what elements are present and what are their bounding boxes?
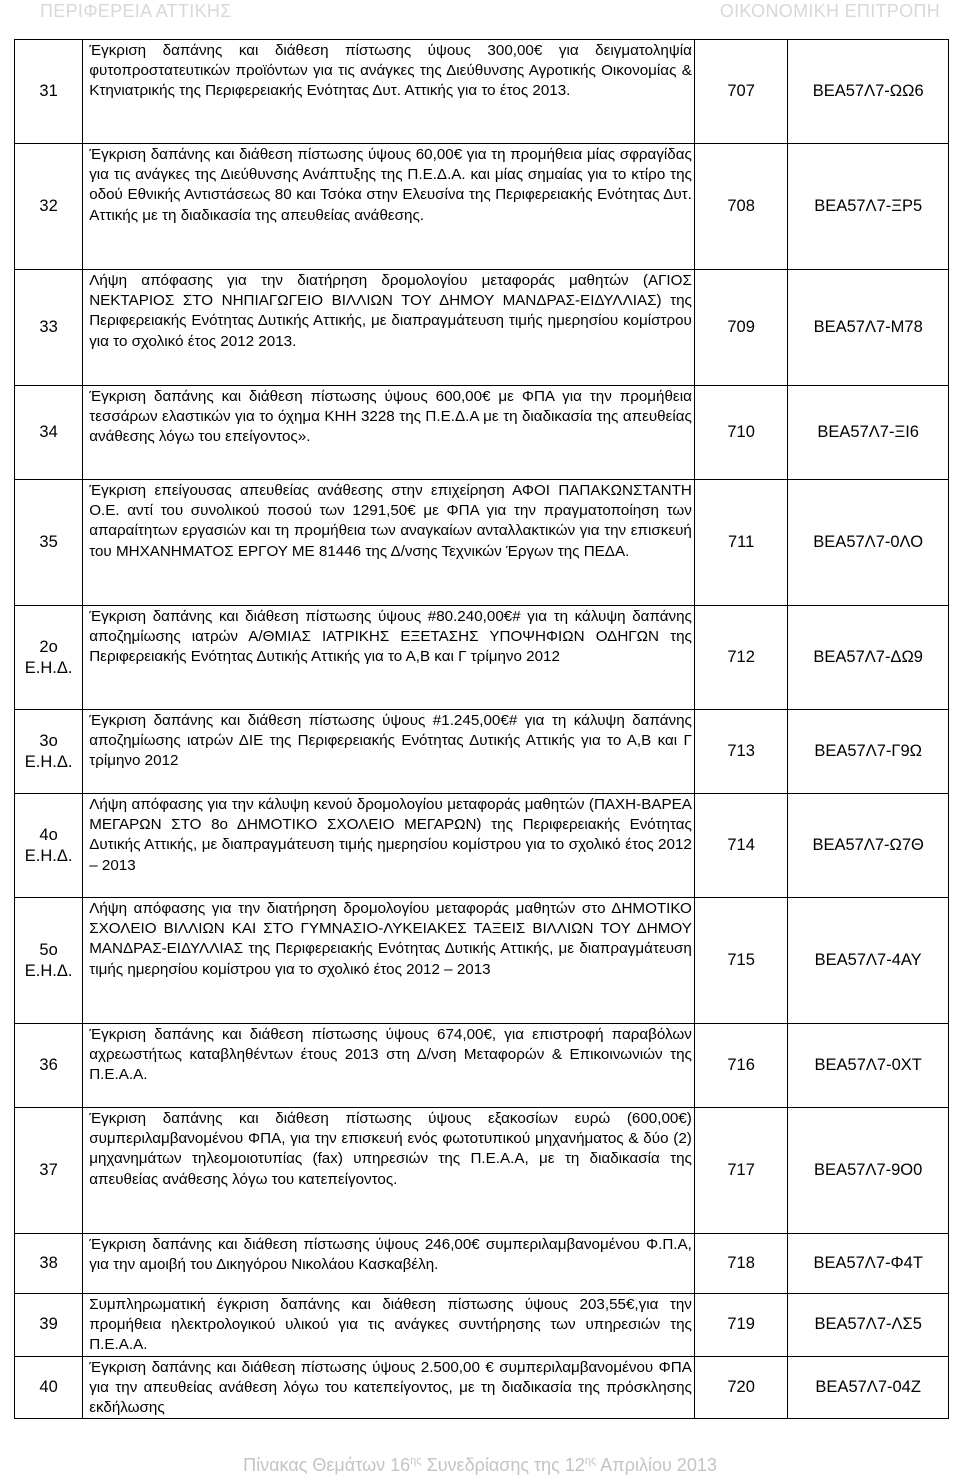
agenda-table [14,39,949,1419]
row-protocol-cell: 718 [694,1234,788,1294]
row-protocol-cell: 713 [694,710,788,794]
footer-superscript-1: ης [410,1455,422,1467]
table-row [15,1234,949,1294]
row-protocol-cell: 709 [694,270,788,386]
row-ada-cell: ΒΕΑ57Λ7-Ω7Θ [788,794,949,898]
row-description-cell: Έγκριση δαπάνης και διάθεση πίστωσης ύψους 674,00€, για επιστροφή παραβόλων αχρεωστήτως καταβληθέντων έτους 2013 στη Δ/νση Μεταφορών & Επικοινωνιών της Π.Ε.Α.Α. [83,1024,695,1108]
row-protocol-cell: 716 [694,1024,788,1108]
row-protocol-cell: 714 [694,794,788,898]
row-description-cell: Λήψη απόφασης για την διατήρηση δρομολογίου μεταφοράς μαθητών στο ΔΗΜΟΤΙΚΟ ΣΧΟΛΕΙΟ ΒΙΛΛΙΩΝ ΚΑΙ ΣΤΟ ΓΥΜΝΑΣΙΟ-ΛΥΚΕΙΑΚΕΣ ΤΑΞΕΙΣ ΒΙΛΛΙΩΝ ΤΟΥ ΔΗΜΟΥ ΜΑΝΔΡΑΣ-ΕΙΔΥΛΛΙΑΣ της Περιφερειακής Ενότητας Δυτικής Αττικής, με διαπραγμάτευση τιμής ημερησίου κομίστρου για το σχολικό έτος 2012 – 2013 [83,898,695,1024]
row-ada-cell: ΒΕΑ57Λ7-04Ζ [788,1356,949,1419]
table-row [15,1356,949,1419]
table-row [15,606,949,710]
row-number-cell: 35 [15,480,83,606]
row-description-cell: Έγκριση επείγουσας απευθείας ανάθεσης στην επιχείρηση ΑΦΟΙ ΠΑΠΑΚΩΝΣΤΑΝΤΗ Ο.Ε. αντί του συνολικού ποσού των 1291,50€ με ΦΠΑ για την πραγματοποίηση των απαραίτητων εργασιών και τη προμήθεια των αναγκαίων ανταλλακτικών για την επισκευή του ΜΗΧΑΝΗΜΑΤΟΣ ΕΡΓΟΥ ΜΕ 81446 της Δ/νσης Τεχνικών Έργων της ΠΕΔΑ. [83,480,695,606]
row-number-cell: 4ο Ε.Η.Δ. [15,794,83,898]
row-number-cell: 36 [15,1024,83,1108]
row-protocol-cell: 708 [694,144,788,270]
row-description-cell: Έγκριση δαπάνης και διάθεση πίστωσης ύψους #80.240,00€# για τη κάλυψη δαπάνης αποζημίωσης ιατρών Α/ΘΜΙΑΣ ΙΑΤΡΙΚΗΣ ΕΞΕΤΑΣΗΣ ΥΠΟΨΗΦΙΩΝ ΟΔΗΓΩΝ της Περιφερειακής Ενότητας Δυτικής Αττικής για το Α,Β και Γ τρίμηνο 2012 [83,606,695,710]
header-region-title: ΠΕΡΙΦΕΡΕΙΑ ΑΤΤΙΚΗΣ [40,1,232,21]
row-ada-cell: ΒΕΑ57Λ7-Φ4Τ [788,1234,949,1294]
row-description-cell: Λήψη απόφασης για την κάλυψη κενού δρομολογίου μεταφοράς μαθητών (ΠΑΧΗ-ΒΑΡΕΑ ΜΕΓΑΡΩΝ ΣΤΟ 8ο ΔΗΜΟΤΙΚΟ ΣΧΟΛΕΙΟ ΜΕΓΑΡΩΝ) της Περιφερειακής Ενότητας Δυτικής Αττικής, με διαπραγμάτευση τιμής ημερησίου κομίστρου για το σχολικό έτος 2012 – 2013 [83,794,695,898]
row-ada-cell: ΒΕΑ57Λ7-ΩΩ6 [788,40,949,144]
table-row [15,710,949,794]
row-ada-cell: ΒΕΑ57Λ7-Μ78 [788,270,949,386]
table-row [15,794,949,898]
row-number-cell: 38 [15,1234,83,1294]
row-description-cell: Λήψη απόφασης για την διατήρηση δρομολογίου μεταφοράς μαθητών (ΑΓΙΟΣ ΝΕΚΤΑΡΙΟΣ ΣΤΟ ΝΗΠΙΑΓΩΓΕΙΟ ΒΙΛΛΙΩΝ ΤΟΥ ΔΗΜΟΥ ΜΑΝΔΡΑΣ-ΕΙΔΥΛΛΙΑΣ) της Περιφερειακής Ενότητας Δυτικής Αττικής, με διαπραγμάτευση τιμής ημερησίου κομίστρου για το σχολικό έτος 2012 2013. [83,270,695,386]
row-number-cell: 2ο Ε.Η.Δ. [15,606,83,710]
footer-text-part2: Συνεδρίασης της 12 [421,1455,585,1475]
row-description-cell: Έγκριση δαπάνης και διάθεση πίστωσης ύψους 60,00€ για τη προμήθεια μίας σφραγίδας για τις ανάγκες της Διεύθυνσης Ανάπτυξης της Π.Ε.Δ.Α. και μίας σημαίας για το κτίρο της οδού Εθνικής Αντιστάσεως 80 και Τσόκα στην Ελευσίνα της Περιφερειακής Ενότητας Δυτ. Αττικής με τη διαδικασία της απευθείας ανάθεσης. [83,144,695,270]
row-number-cell: 33 [15,270,83,386]
agenda-table-body [15,40,949,1419]
table-row [15,1024,949,1108]
row-description-cell: Έγκριση δαπάνης και διάθεση πίστωσης ύψους εξακοσίων ευρώ (600,00€) συμπεριλαμβανομένου ΦΠΑ, για την επισκευή ενός φωτοτυπικού μηχανήματος & δύο (2) μηχανημάτων τηλεομοιοτυπίας (fax) υπηρεσιών της Π.Ε.Α.Α, με τη διαδικασία της απευθείας ανάθεσης λόγω του κατεπείγοντος. [83,1108,695,1234]
row-description-cell: Έγκριση δαπάνης και διάθεση πίστωσης ύψους 600,00€ με ΦΠΑ για την προμήθεια τεσσάρων ελαστικών για το όχημα ΚΗΗ 3228 της Π.Ε.Δ.Α με τη διαδικασία της απευθείας ανάθεσης λόγω του επείγοντος». [83,386,695,480]
table-row [15,480,949,606]
row-protocol-cell: 710 [694,386,788,480]
table-row [15,1294,949,1357]
row-description-cell: Έγκριση δαπάνης και διάθεση πίστωσης ύψους 246,00€ συμπεριλαμβανομένου Φ.Π.Α, για την αμοιβή του Δικηγόρου Νικολάου Κασκαβέλη. [83,1234,695,1294]
page-header [0,0,960,26]
row-protocol-cell: 712 [694,606,788,710]
table-row [15,386,949,480]
row-number-cell: 5ο Ε.Η.Δ. [15,898,83,1024]
row-ada-cell: ΒΕΑ57Λ7-0ΧΤ [788,1024,949,1108]
page-footer [0,1455,960,1476]
row-ada-cell: ΒΕΑ57Λ7-4ΑΥ [788,898,949,1024]
row-number-cell: 34 [15,386,83,480]
row-protocol-cell: 717 [694,1108,788,1234]
row-number-cell: 37 [15,1108,83,1234]
footer-superscript-2: ης [584,1455,597,1467]
row-number-cell: 32 [15,144,83,270]
row-ada-cell: ΒΕΑ57Λ7-0ΛΟ [788,480,949,606]
table-row [15,1108,949,1234]
row-protocol-cell: 719 [694,1294,788,1357]
row-protocol-cell: 715 [694,898,788,1024]
table-row [15,898,949,1024]
row-description-cell: Έγκριση δαπάνης και διάθεση πίστωσης ύψους 2.500,00 € συμπεριλαμβανομένου ΦΠΑ για την απευθείας ανάθεση λόγω του κατεπείγοντος, με τη διαδικασία της πρόσκλησης εκδήλωσης [83,1356,695,1419]
row-number-cell: 39 [15,1294,83,1357]
footer-text-part1: Πίνακας Θεμάτων 16 [243,1455,411,1475]
table-row [15,144,949,270]
row-protocol-cell: 707 [694,40,788,144]
footer-text-part3: Απριλίου 2013 [596,1455,717,1475]
row-protocol-cell: 720 [694,1356,788,1419]
row-ada-cell: ΒΕΑ57Λ7-ΞΡ5 [788,144,949,270]
row-ada-cell: ΒΕΑ57Λ7-ΔΩ9 [788,606,949,710]
row-description-cell: Συμπληρωματική έγκριση δαπάνης και διάθεση πίστωσης ύψους 203,55€,για την προμήθεια ηλεκτρολογικού υλικού για τις ανάγκες συντήρησης των υπηρεσιών της Π.Ε.Α.Α. [83,1294,695,1357]
row-number-cell: 3ο Ε.Η.Δ. [15,710,83,794]
header-committee-title: ΟΙΚΟΝΟΜΙΚΗ ΕΠΙΤΡΟΠΗ [719,1,940,21]
row-protocol-cell: 711 [694,480,788,606]
table-row [15,40,949,144]
row-ada-cell: ΒΕΑ57Λ7-ΛΣ5 [788,1294,949,1357]
table-row [15,270,949,386]
row-ada-cell: ΒΕΑ57Λ7-9Ο0 [788,1108,949,1234]
row-number-cell: 31 [15,40,83,144]
row-ada-cell: ΒΕΑ57Λ7-Γ9Ω [788,710,949,794]
row-description-cell: Έγκριση δαπάνης και διάθεση πίστωσης ύψους #1.245,00€# για τη κάλυψη δαπάνης αποζημίωσης ιατρών ΔΙΕ της Περιφερειακής Ενότητας Δυτικής Αττικής για το Α,Β και Γ τρίμηνο 2012 [83,710,695,794]
row-number-cell: 40 [15,1356,83,1419]
row-description-cell: Έγκριση δαπάνης και διάθεση πίστωσης ύψους 300,00€ για δειγματοληψία φυτοπροστατευτικών προϊόντων για τις ανάγκες της Διεύθυνσης Αγροτικής Οικονομίας & Κτηνιατρικής της Περιφερειακής Ενότητας Δυτ. Αττικής για το έτος 2013. [83,40,695,144]
row-ada-cell: ΒΕΑ57Λ7-ΞΙ6 [788,386,949,480]
